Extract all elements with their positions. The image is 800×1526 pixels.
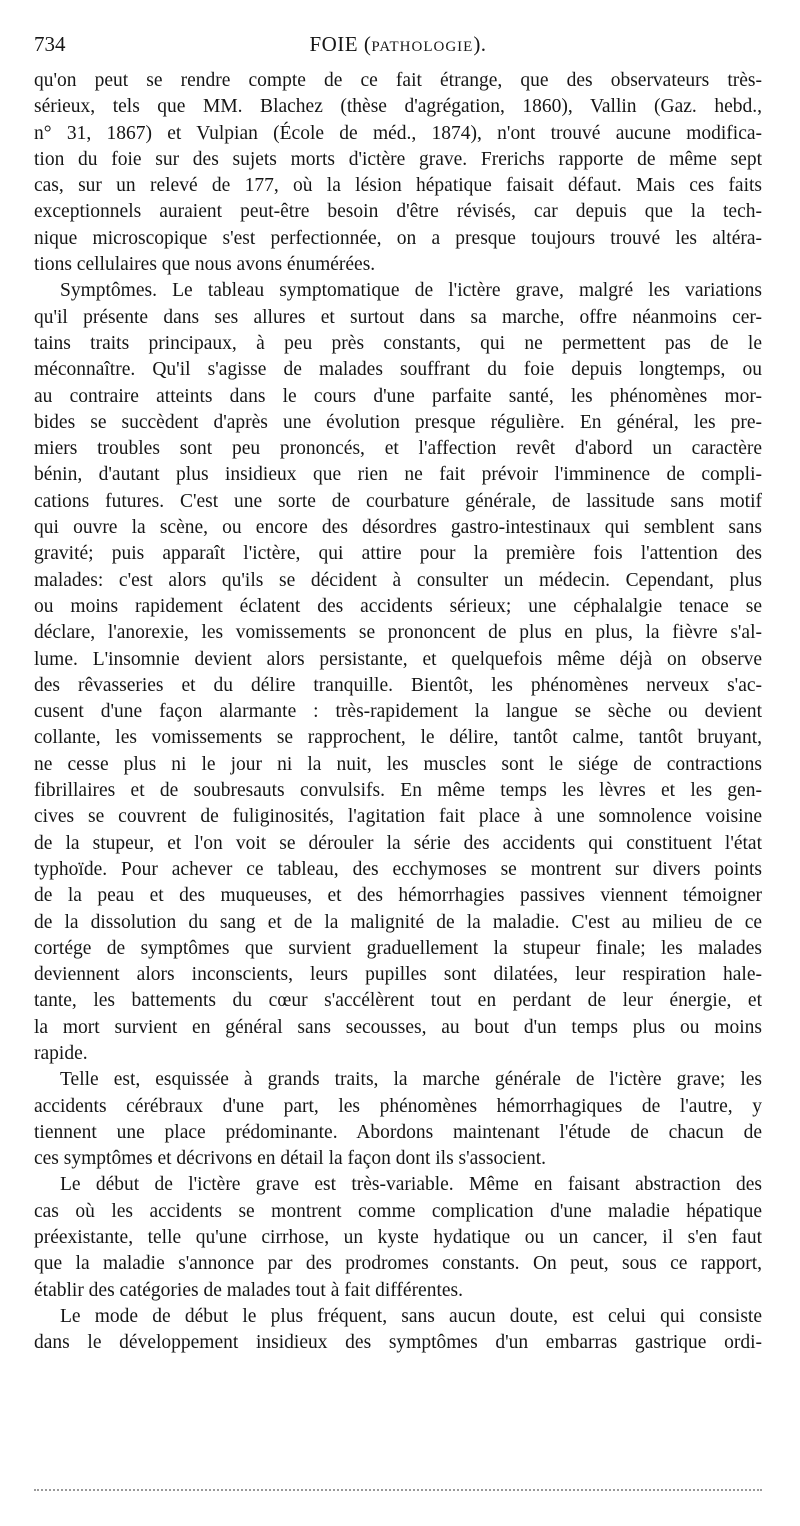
section-symptomes-line: Symptômes. Le tableau symptomatique de l'ictère grave, malgré les variations [60, 280, 762, 302]
text-line: Le mode de début le plus fréquent, sans aucun doute, est celui qui consiste [60, 1305, 762, 1327]
body-text [34, 68, 762, 1357]
text-line: cas où les accidents se montrent comme complication d'une maladie hépatique [34, 1200, 762, 1222]
text-line: tions cellulaires que nous avons énumérées. [34, 254, 376, 276]
text-line: tiennent une place prédominante. Abordons maintenant l'étude de chacun de [34, 1121, 762, 1143]
text-line: bides se succèdent d'après une évolution presque régulière. En général, les pre- [34, 411, 762, 433]
text-line: tion du foie sur des sujets morts d'ictère grave. Frerichs rapporte de même sept [34, 148, 762, 170]
page-number: 734 [34, 32, 66, 56]
text-line: cusent d'une façon alarmante : très-rapidement la langue se sèche ou devient [34, 701, 762, 723]
text-line: lume. L'insomnie devient alors persistante, et quelquefois même déjà on observe [34, 648, 762, 670]
footer-dotted-rule [34, 1489, 762, 1491]
text-line: sérieux, tels que MM. Blachez (thèse d'agrégation, 1860), Vallin (Gaz. hebd., [34, 96, 762, 118]
text-line: préexistante, telle qu'une cirrhose, un kyste hydatique ou un cancer, il s'en faut [34, 1227, 762, 1249]
text-line: établir des catégories de malades tout à fait différentes. [34, 1279, 463, 1301]
text-line: cations futures. C'est une sorte de courbature générale, de lassitude sans motif [34, 490, 762, 512]
text-line: miers troubles sont peu prononcés, et l'affection revêt d'abord un caractère [34, 438, 762, 460]
text-line: de la stupeur, et l'on voit se dérouler la série des accidents qui constituent l'état [34, 832, 762, 854]
text-line: deviennent alors inconscients, leurs pupilles sont dilatées, leur respiration hale- [34, 964, 762, 986]
text-line: qu'on peut se rendre compte de ce fait étrange, que des observateurs très- [34, 70, 762, 91]
text-line: collante, les vomissements se rapprochent, le délire, tantôt calme, tantôt bruyant, [34, 727, 762, 749]
text-line: cives se couvrent de fuliginosités, l'agitation fait place à une somnolence voisine [34, 806, 762, 828]
text-line: déclare, l'anorexie, les vomissements se prononcent de plus en plus, la fièvre s'al- [34, 622, 762, 644]
text-line: Telle est, esquissée à grands traits, la marche générale de l'ictère grave; les [60, 1069, 762, 1091]
text-line: ne cesse plus ni le jour ni la nuit, les muscles sont le siége de contractions [34, 753, 762, 775]
text-line: tains traits principaux, à peu près constants, qui ne permettent pas de le [34, 332, 762, 354]
text-line: malades: c'est alors qu'ils se décident à consulter un médecin. Cependant, plus [34, 569, 762, 591]
text-line: bénin, d'autant plus insidieux que rien ne fait prévoir l'imminence de compli- [34, 464, 762, 486]
text-line: des rêvasseries et du délire tranquille. Bientôt, les phénomènes nerveux s'ac- [34, 674, 762, 696]
text-line: ou moins rapidement éclatent des accidents sérieux; une céphalalgie tenace se [34, 595, 762, 617]
text-line: n° 31, 1867) et Vulpian (École de méd., 1874), n'ont trouvé aucune modifica- [34, 122, 762, 144]
text-line: cas, sur un relevé de 177, où la lésion hépatique faisait défaut. Mais ces faits [34, 175, 762, 197]
text-line: typhoïde. Pour achever ce tableau, des ecchymoses se montrent sur divers points [34, 858, 762, 880]
text-line: exceptionnels auraient peut-être besoin d'être révisés, car depuis que la tech- [34, 201, 762, 223]
text-line: de la peau et des muqueuses, et des hémorrhagies passives viennent témoigner [34, 885, 762, 907]
text-line: au contraire atteints dans le cours d'une parfaite santé, les phénomènes mor- [34, 385, 762, 407]
text-line: méconnaître. Qu'il s'agisse de malades souffrant du foie depuis longtemps, ou [34, 359, 762, 381]
text-line: nique microscopique s'est perfectionnée, on a presque toujours trouvé les altéra- [34, 227, 762, 249]
text-line: Le début de l'ictère grave est très-variable. Même en faisant abstraction des [60, 1174, 762, 1196]
text-line: que la maladie s'annonce par des prodromes constants. On peut, sous ce rapport, [34, 1253, 762, 1275]
text-line: fibrillaires et de soubresauts convulsifs. En même temps les lèvres et les gen- [34, 780, 762, 802]
text-line: qu'il présente dans ses allures et surtout dans sa marche, offre néanmoins cer- [34, 306, 762, 328]
text-line: ces symptômes et décrivons en détail la façon dont ils s'associent. [34, 1148, 547, 1170]
running-title: FOIE (PATHOLOGIE). [309, 32, 487, 56]
text-line: la mort survient en général sans secousses, au bout d'un temps plus ou moins [34, 1016, 762, 1038]
text-line: de la dissolution du sang et de la malignité de la maladie. C'est au milieu de ce [34, 911, 762, 933]
text-line: dans le développement insidieux des symptômes d'un embarras gastrique ordi- [34, 1332, 762, 1354]
text-line: accidents cérébraux d'une part, les phénomènes hémorrhagiques de l'autre, y [34, 1095, 762, 1117]
text-line: tante, les battements du cœur s'accélèrent tout en perdant de leur énergie, et [34, 990, 762, 1012]
text-line: gravité; puis apparaît l'ictère, qui attire pour la première fois l'attention des [34, 543, 762, 565]
text-line: cortége de symptômes que survient graduellement la stupeur finale; les malades [34, 937, 762, 959]
text-line: qui ouvre la scène, ou encore des désordres gastro-intestinaux qui semblent sans [34, 517, 762, 539]
running-header [34, 30, 762, 58]
text-line: rapide. [34, 1042, 88, 1064]
